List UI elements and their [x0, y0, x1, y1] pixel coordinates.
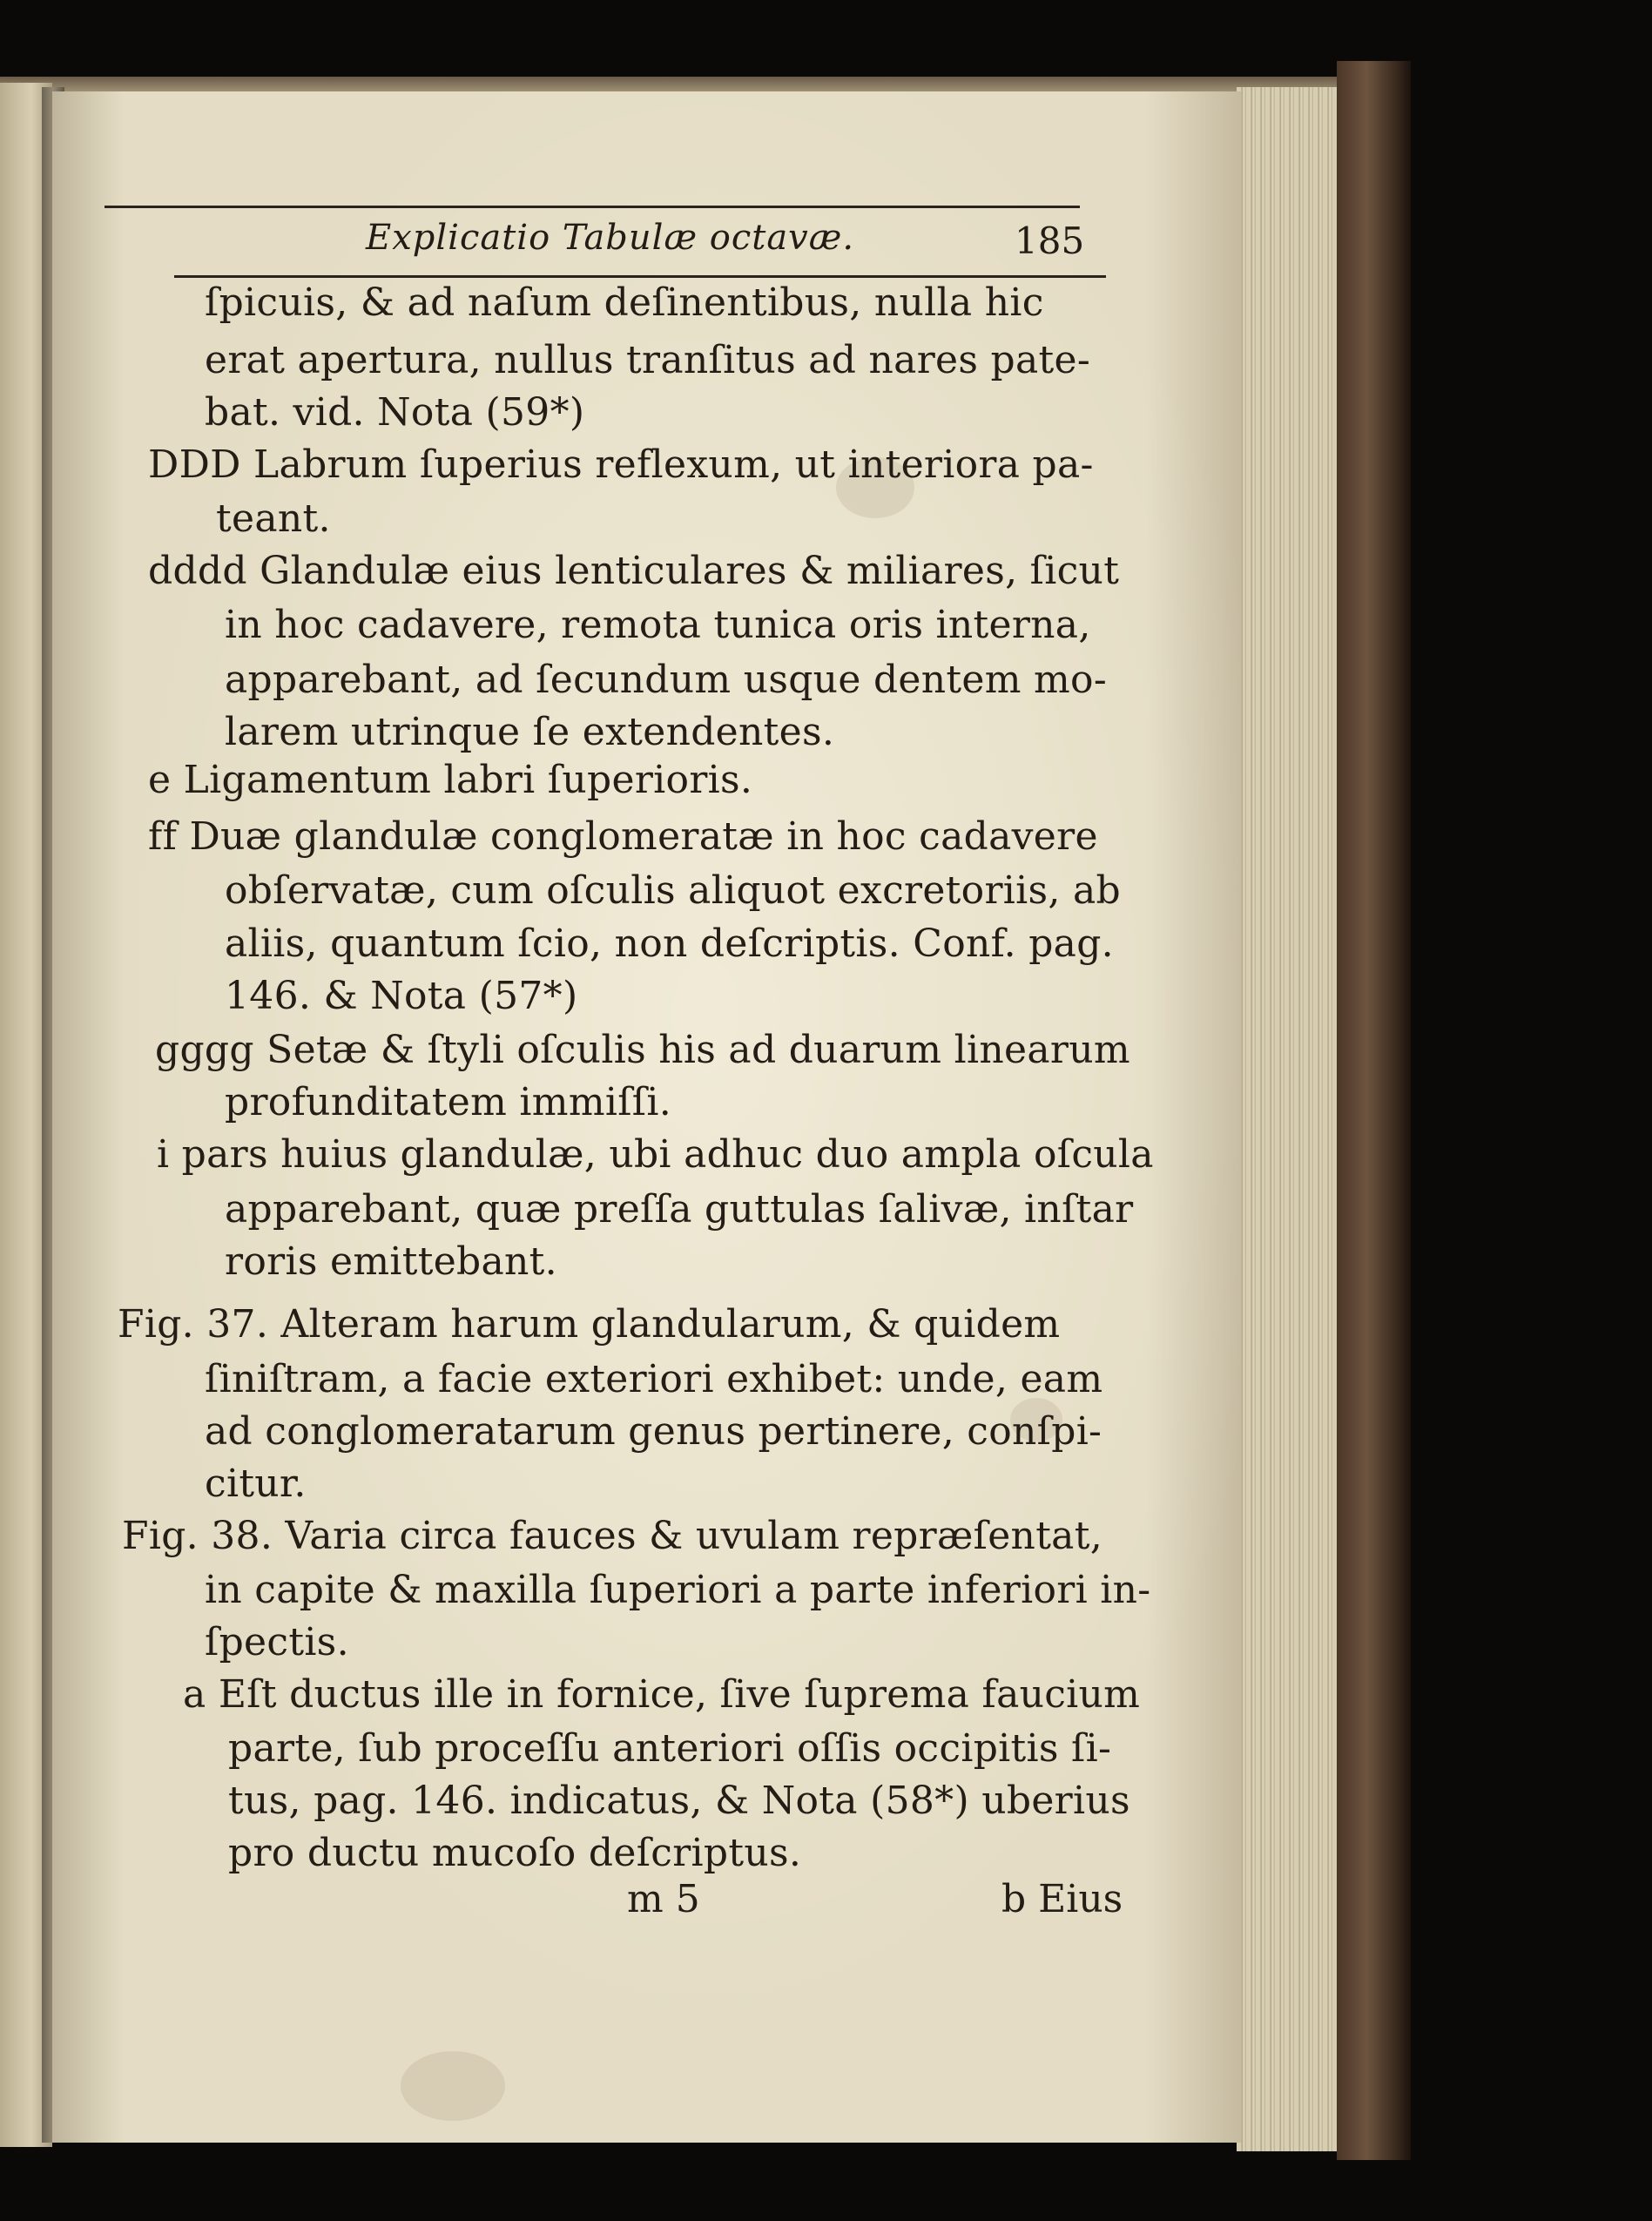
text-line: bat. vid. Nota (59*) — [205, 390, 585, 435]
text-line: Fig. 38. Varia circa fauces & uvulam repræſentat, — [122, 1514, 1102, 1558]
text-line: gggg Setæ & ſtyli oſculis his ad duarum linearum — [155, 1028, 1130, 1072]
text-line: 146. & Nota (57*) — [225, 974, 578, 1018]
text-line: aliis, quantum ſcio, non deſcriptis. Conf. pag. — [225, 921, 1114, 966]
text-line: dddd Glandulæ eius lenticulares & miliares, ſicut — [148, 549, 1120, 593]
text-line: DDD Labrum ſuperius reflexum, ut interiora pa- — [148, 442, 1094, 487]
text-line: ſpectis. — [205, 1620, 349, 1664]
text-line: erat apertura, nullus tranſitus ad nares pate- — [205, 338, 1091, 382]
text-line: in hoc cadavere, remota tunica oris interna, — [225, 603, 1091, 647]
text-line: apparebant, ad ſecundum usque dentem mo- — [225, 658, 1107, 702]
text-line: obſervatæ, cum oſculis aliquot excretoriis, ab — [225, 868, 1121, 913]
text-line: roris emittebant. — [225, 1239, 557, 1284]
text-line: tus, pag. 146. indicatus, & Nota (58*) uberius — [228, 1779, 1130, 1823]
page-number: 185 — [1015, 219, 1085, 262]
text-line: ff Duæ glandulæ conglomeratæ in hoc cadavere — [148, 814, 1098, 859]
text-line: Fig. 37. Alteram harum glandularum, & quidem — [118, 1302, 1061, 1347]
text-line: teant. — [216, 496, 331, 541]
running-title: Explicatio Tabulæ octavæ. — [366, 218, 855, 258]
text-line: i pars huius glandulæ, ubi adhuc duo ampla oſcula — [157, 1132, 1154, 1177]
text-line: larem utrinque ſe extendentes. — [225, 710, 835, 754]
text-line: citur. — [205, 1462, 307, 1506]
text-line: parte, ſub proceſſu anteriori oſſis occipitis ſi- — [228, 1726, 1112, 1771]
text-line: a Eſt ductus ille in fornice, ſive ſuprema faucium — [183, 1672, 1141, 1717]
catchword: b Eius — [1001, 1877, 1123, 1921]
signature-mark: m 5 — [627, 1877, 700, 1921]
text-line: ſpicuis, & ad naſum deſinentibus, nulla hic — [205, 280, 1044, 325]
text-line: apparebant, quæ preſſa guttulas ſalivæ, inſtar — [225, 1187, 1134, 1232]
text-line: profunditatem immiſſi. — [225, 1080, 672, 1124]
text-line: in capite & maxilla ſuperiori a parte inferiori in- — [205, 1568, 1151, 1612]
text-line: pro ductu mucoſo deſcriptus. — [228, 1831, 802, 1875]
text-line: e Ligamentum labri ſuperioris. — [148, 758, 753, 802]
text-line: ad conglomeratarum genus pertinere, conſpi- — [205, 1409, 1102, 1454]
text-line: ſiniſtram, a facie exteriori exhibet: unde, eam — [205, 1357, 1103, 1401]
